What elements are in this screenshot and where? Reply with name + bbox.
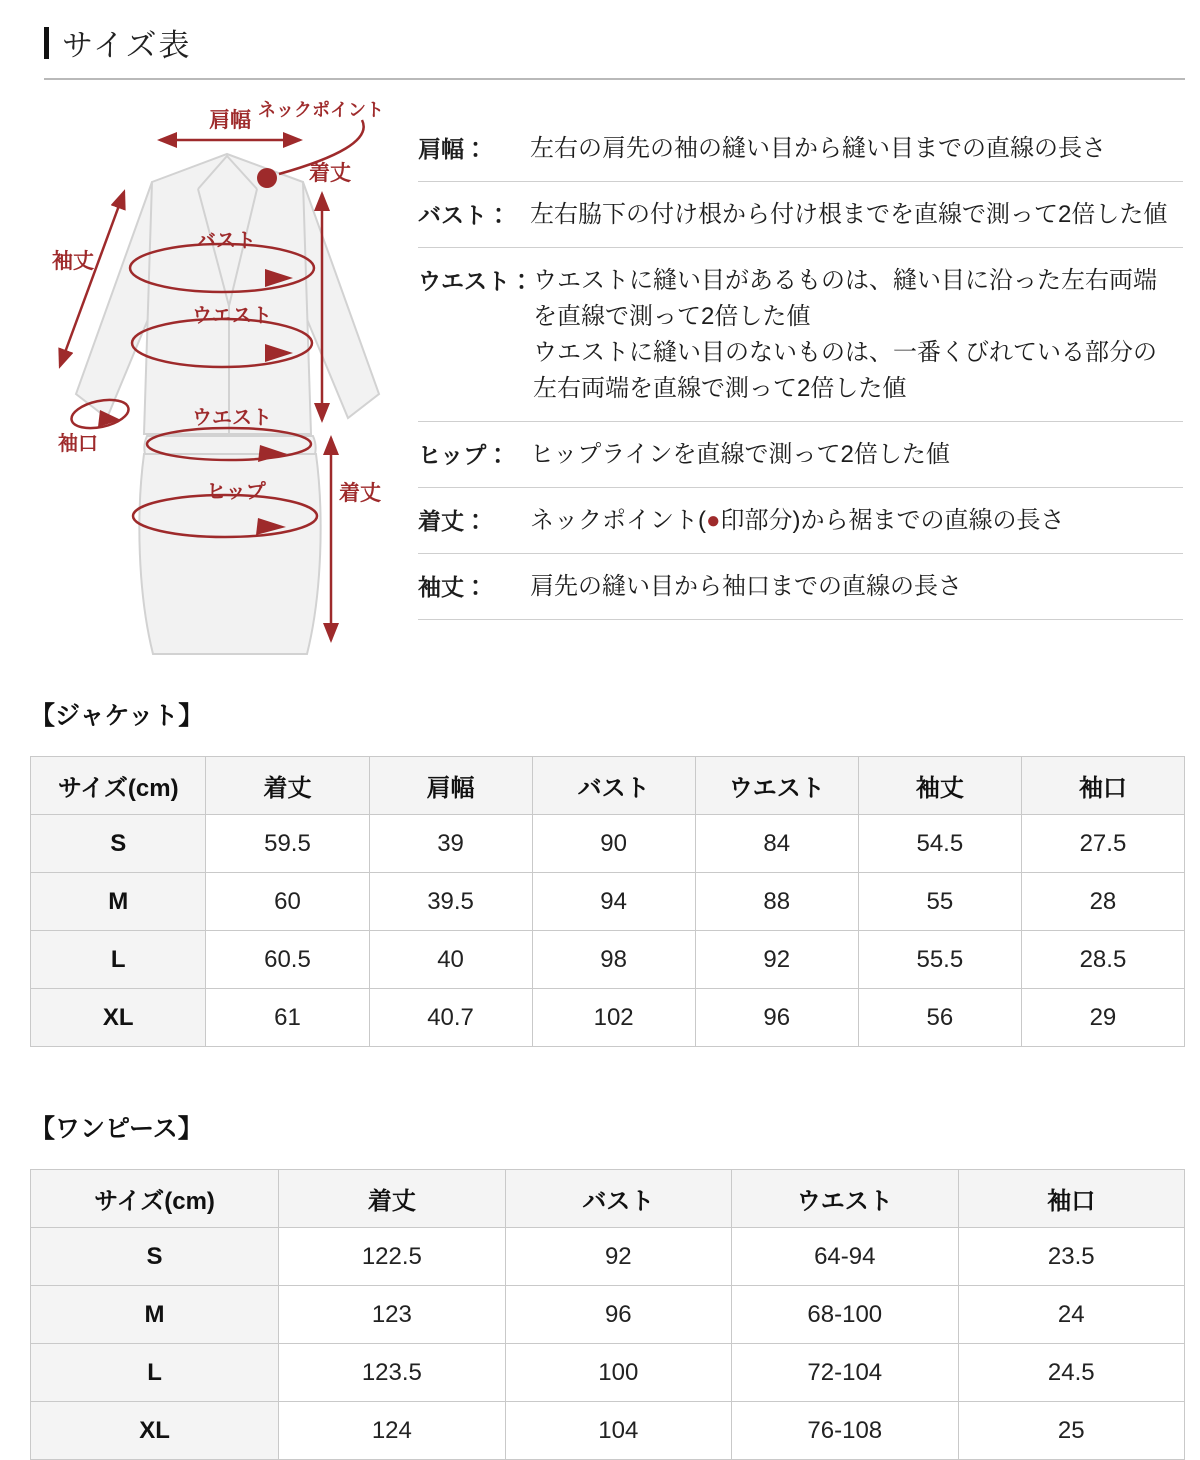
onepiece-column-header: サイズ(cm): [31, 1170, 279, 1228]
definition-line: 左右脇下の付け根から付け根までを直線で測って2倍した値: [530, 201, 1168, 228]
measurement-guide: [30, 94, 1185, 684]
measurement-value: 25: [958, 1402, 1184, 1460]
measurement-value: 104: [505, 1402, 731, 1460]
definition-line: 肩先の縫い目から袖口までの直線の長さ: [530, 573, 962, 600]
definition-row: [418, 554, 1183, 620]
onepiece-column-header: 着丈: [279, 1170, 505, 1228]
measurement-value: 24.5: [958, 1344, 1184, 1402]
onepiece-column-header: ウエスト: [732, 1170, 958, 1228]
definition-line: ウエストに縫い目のないものは、一番くびれている部分の: [533, 339, 1157, 366]
table-row: [31, 1228, 1185, 1286]
measurement-value: 123: [279, 1286, 505, 1344]
measurement-value: 60.5: [206, 931, 369, 989]
measurement-value: 55: [858, 873, 1021, 931]
measurement-value: 60: [206, 873, 369, 931]
measurement-diagram: [30, 94, 418, 684]
size-label: L: [31, 1344, 279, 1402]
skirt-waist-label: ウエスト: [192, 407, 272, 429]
definition-text: ネックポイント(: [530, 507, 706, 534]
measurement-value: 92: [505, 1228, 731, 1286]
measurement-value: 59.5: [206, 815, 369, 873]
onepiece-size-table: [30, 1169, 1185, 1460]
measurement-value: 96: [695, 989, 858, 1047]
measurement-value: 40: [369, 931, 532, 989]
jacket-column-header: 肩幅: [369, 757, 532, 815]
measurement-value: 84: [695, 815, 858, 873]
size-label: S: [31, 1228, 279, 1286]
skirt-waistband: [144, 436, 315, 454]
definition-row: [418, 248, 1183, 422]
title-divider: [44, 78, 1185, 80]
measurement-value: 27.5: [1021, 815, 1184, 873]
table-row: [31, 1344, 1185, 1402]
measurement-value: 56: [858, 989, 1021, 1047]
definition-row: [418, 182, 1183, 248]
definition-row: [418, 488, 1183, 554]
bust-label: バスト: [196, 230, 256, 252]
jacket-waist-label: ウエスト: [192, 305, 272, 327]
table-row: [31, 931, 1185, 989]
jacket-column-header: サイズ(cm): [31, 757, 206, 815]
measurement-value: 29: [1021, 989, 1184, 1047]
definition-term: バスト：: [418, 202, 510, 228]
definition-term: 着丈：: [418, 508, 487, 534]
jacket-column-header: 袖口: [1021, 757, 1184, 815]
size-label: M: [31, 873, 206, 931]
table-row: [31, 1286, 1185, 1344]
measurement-value: 122.5: [279, 1228, 505, 1286]
table-header-row: [31, 757, 1185, 815]
definition-row: [418, 422, 1183, 488]
title-accent-bar: [44, 27, 49, 59]
size-label: L: [31, 931, 206, 989]
cuff-label: 袖口: [58, 433, 98, 455]
definition-line: 左右の肩先の袖の縫い目から縫い目までの直線の長さ: [530, 135, 1106, 162]
measurement-value: 88: [695, 873, 858, 931]
definition-term: 肩幅：: [418, 136, 487, 162]
measurement-value: 39: [369, 815, 532, 873]
table-row: [31, 873, 1185, 931]
measurement-value: 23.5: [958, 1228, 1184, 1286]
jacket-body: [144, 154, 311, 434]
onepiece-section-title: 【ワンピース】: [30, 1115, 203, 1143]
size-label: M: [31, 1286, 279, 1344]
measurement-value: 102: [532, 989, 695, 1047]
measurement-value: 55.5: [858, 931, 1021, 989]
measurement-value: 100: [505, 1344, 731, 1402]
definition-line: 左右両端を直線で測って2倍した値: [533, 375, 907, 402]
jacket-column-header: バスト: [532, 757, 695, 815]
sleeve-length-label: 袖丈: [52, 250, 94, 273]
measurement-value: 94: [532, 873, 695, 931]
jacket-section-title: 【ジャケット】: [30, 702, 204, 730]
neck-point-dot-glyph: ●: [706, 507, 721, 534]
measurement-value: 68-100: [732, 1286, 958, 1344]
jacket-column-header: 袖丈: [858, 757, 1021, 815]
definition-term: ウエスト：: [418, 268, 533, 294]
onepiece-column-header: 袖口: [958, 1170, 1184, 1228]
measurement-value: 28: [1021, 873, 1184, 931]
measurement-value: 90: [532, 815, 695, 873]
measurement-value: 92: [695, 931, 858, 989]
neck-point-label: ネックポイント: [258, 100, 384, 120]
definition-description: [533, 263, 1183, 407]
definition-description: [530, 503, 1183, 539]
measurement-value: 40.7: [369, 989, 532, 1047]
definition-description: [530, 197, 1183, 233]
measurement-definitions: [418, 116, 1185, 684]
measurement-value: 124: [279, 1402, 505, 1460]
onepiece-column-header: バスト: [505, 1170, 731, 1228]
measurement-value: 39.5: [369, 873, 532, 931]
jacket-column-header: ウエスト: [695, 757, 858, 815]
garment-diagram-svg: [40, 94, 418, 679]
page-title: サイズ表: [62, 28, 192, 63]
size-label: XL: [31, 1402, 279, 1460]
measurement-value: 72-104: [732, 1344, 958, 1402]
table-row: [31, 1402, 1185, 1460]
measurement-value: 123.5: [279, 1344, 505, 1402]
definition-text: 印部分)から裾までの直線の長さ: [720, 507, 1065, 534]
jacket-section: [30, 696, 1185, 1047]
measurement-value: 28.5: [1021, 931, 1184, 989]
measurement-value: 54.5: [858, 815, 1021, 873]
table-row: [31, 815, 1185, 873]
skirt-length-label: 着丈: [339, 482, 381, 505]
measurement-value: 96: [505, 1286, 731, 1344]
neck-point-dot: [257, 168, 277, 188]
jacket-size-table: [30, 756, 1185, 1047]
definition-line: ウエストに縫い目があるものは、縫い目に沿った左右両端: [533, 267, 1157, 294]
onepiece-section: [30, 1109, 1185, 1460]
definition-description: [530, 131, 1183, 167]
size-label: XL: [31, 989, 206, 1047]
definition-line: を直線で測って2倍した値: [533, 303, 811, 330]
measurement-value: 61: [206, 989, 369, 1047]
page-header: [44, 20, 1185, 65]
jacket-column-header: 着丈: [206, 757, 369, 815]
table-header-row: [31, 1170, 1185, 1228]
definition-term: ヒップ：: [418, 442, 510, 468]
measurement-value: 24: [958, 1286, 1184, 1344]
hip-label: ヒップ: [206, 481, 266, 503]
definition-row: [418, 116, 1183, 182]
definition-description: [530, 437, 1183, 473]
measurement-value: 76-108: [732, 1402, 958, 1460]
measurement-value: 64-94: [732, 1228, 958, 1286]
definition-description: [530, 569, 1183, 605]
garment-outline: [76, 154, 379, 654]
shoulder-width-label: 肩幅: [209, 109, 251, 132]
size-label: S: [31, 815, 206, 873]
definition-line: ヒップラインを直線で測って2倍した値: [530, 441, 950, 468]
definition-line: [530, 503, 1183, 539]
definition-term: 袖丈：: [418, 574, 487, 600]
jacket-length-label: 着丈: [309, 162, 351, 185]
table-row: [31, 989, 1185, 1047]
measurement-value: 98: [532, 931, 695, 989]
